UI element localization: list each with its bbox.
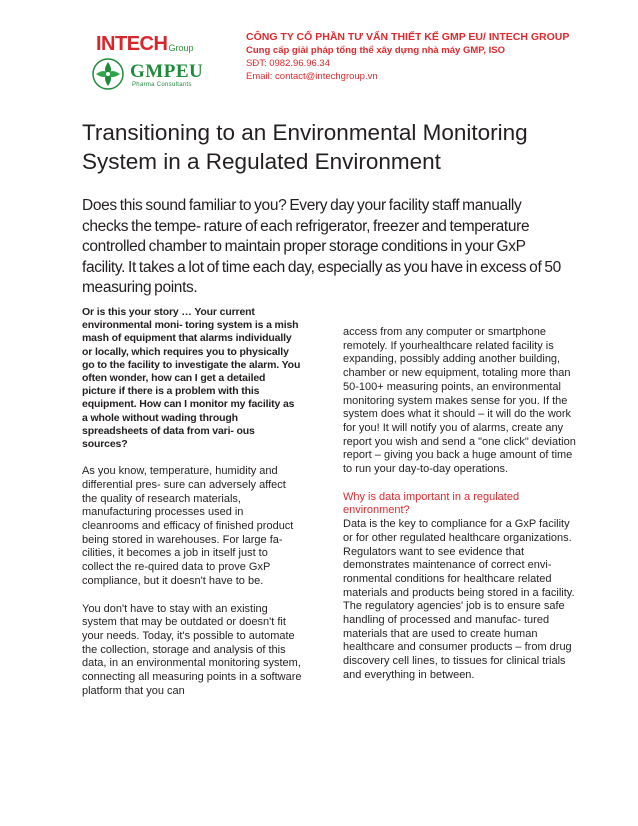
intech-logo-in: IN xyxy=(96,33,115,55)
gmpeu-logo xyxy=(92,58,222,92)
company-tagline: Cung cấp giải pháp tổng thể xây dựng nhà máy GMP, ISO xyxy=(246,45,506,56)
gmpeu-leaf-logo-icon xyxy=(92,58,124,90)
intech-logo-tech: TECH xyxy=(115,33,168,55)
intech-logo xyxy=(96,34,193,54)
body-paragraph: You don't have to stay with an existing system that may be outdated or doesn't fit your needs. Today, it's possible to automate the collection, storage and analysis of this data, in an environmental monitoring system, connecting all measuring points in a software platform that you can xyxy=(82,602,302,697)
company-email: Email: contact@intechgroup.vn xyxy=(246,71,378,82)
lead-paragraph: Or is this your story … Your current environmental moni- toring system is a mish mash of equipment that alarms individually or locally, which requires you to physically go to the facility to investigate the alarm. You often wonder, how can I get a detailed picture if there is a problem with this equipment. How can I monitor my facility as a whole without wading through spreadsheets of data from vari- ous sources? xyxy=(82,306,301,451)
document-header xyxy=(0,0,638,100)
company-info xyxy=(246,30,606,83)
section-heading: Why is data important in a regulated environment? xyxy=(343,490,520,517)
page-title: Transitioning to an Environmental Monitoring System in a Regulated Environment xyxy=(82,120,528,174)
left-column xyxy=(82,306,302,712)
body-paragraph: access from any computer or smartphone remotely. If yourhealthcare related facility is expanding, possibly adding another building, chamber or new equipment, totaling more than 50-100+ measuring points, an environmental monitoring system makes sense for you. If the system does what it should – it will do the work for you! It will notify you of alarms, create any report you wish and send a "one click" deviation report – giving you back a huge amount of time to run your day-to-day operations. xyxy=(343,326,576,476)
intro-paragraph: Does this sound familiar to you? Every day your facility staff manually checks the tempe- rature of each refrigerator, freezer and temperature controlled chamber to maintain proper storage conditions in your GxP facility. It takes a lot of time each day, especially as you have in excess of 50 measuring points. xyxy=(82,197,561,296)
intech-logo-group: Group xyxy=(168,43,194,53)
gmpeu-subtitle: Pharma Consultants xyxy=(132,82,192,88)
company-phone: SĐT: 0982.96.96.34 xyxy=(246,58,330,69)
gmpeu-wordmark: GMPEU xyxy=(130,61,204,82)
company-name: CÔNG TY CỔ PHẦN TƯ VẤN THIẾT KẾ GMP EU/ INTECH GROUP xyxy=(246,31,570,43)
body-paragraph: As you know, temperature, humidity and differential pres- sure can adversely affect the quality of research materials, manufacturing processes used in cleanrooms and efficacy of finished product being stored in warehouses. For large fa- cilities, it becomes a job in itself just to collect the re-quired data to prove GxP compliance, but it doesn't have to be. xyxy=(82,465,294,587)
body-paragraph: Data is the key to compliance for a GxP facility or for other regulated healthcare organizations. Regulators want to see evidence that demonstrates maintenance of correct envi- ronmental conditions for healthcare related materials and products being stored in a facility. The regulatory agencies' job is to ensure safe handling of processed and manufac- tured materials that are used to create human healthcare and consumer products – from drug discovery cell lines, to tissues for clinical trials and everything in between. xyxy=(343,518,575,681)
right-column xyxy=(343,326,581,697)
